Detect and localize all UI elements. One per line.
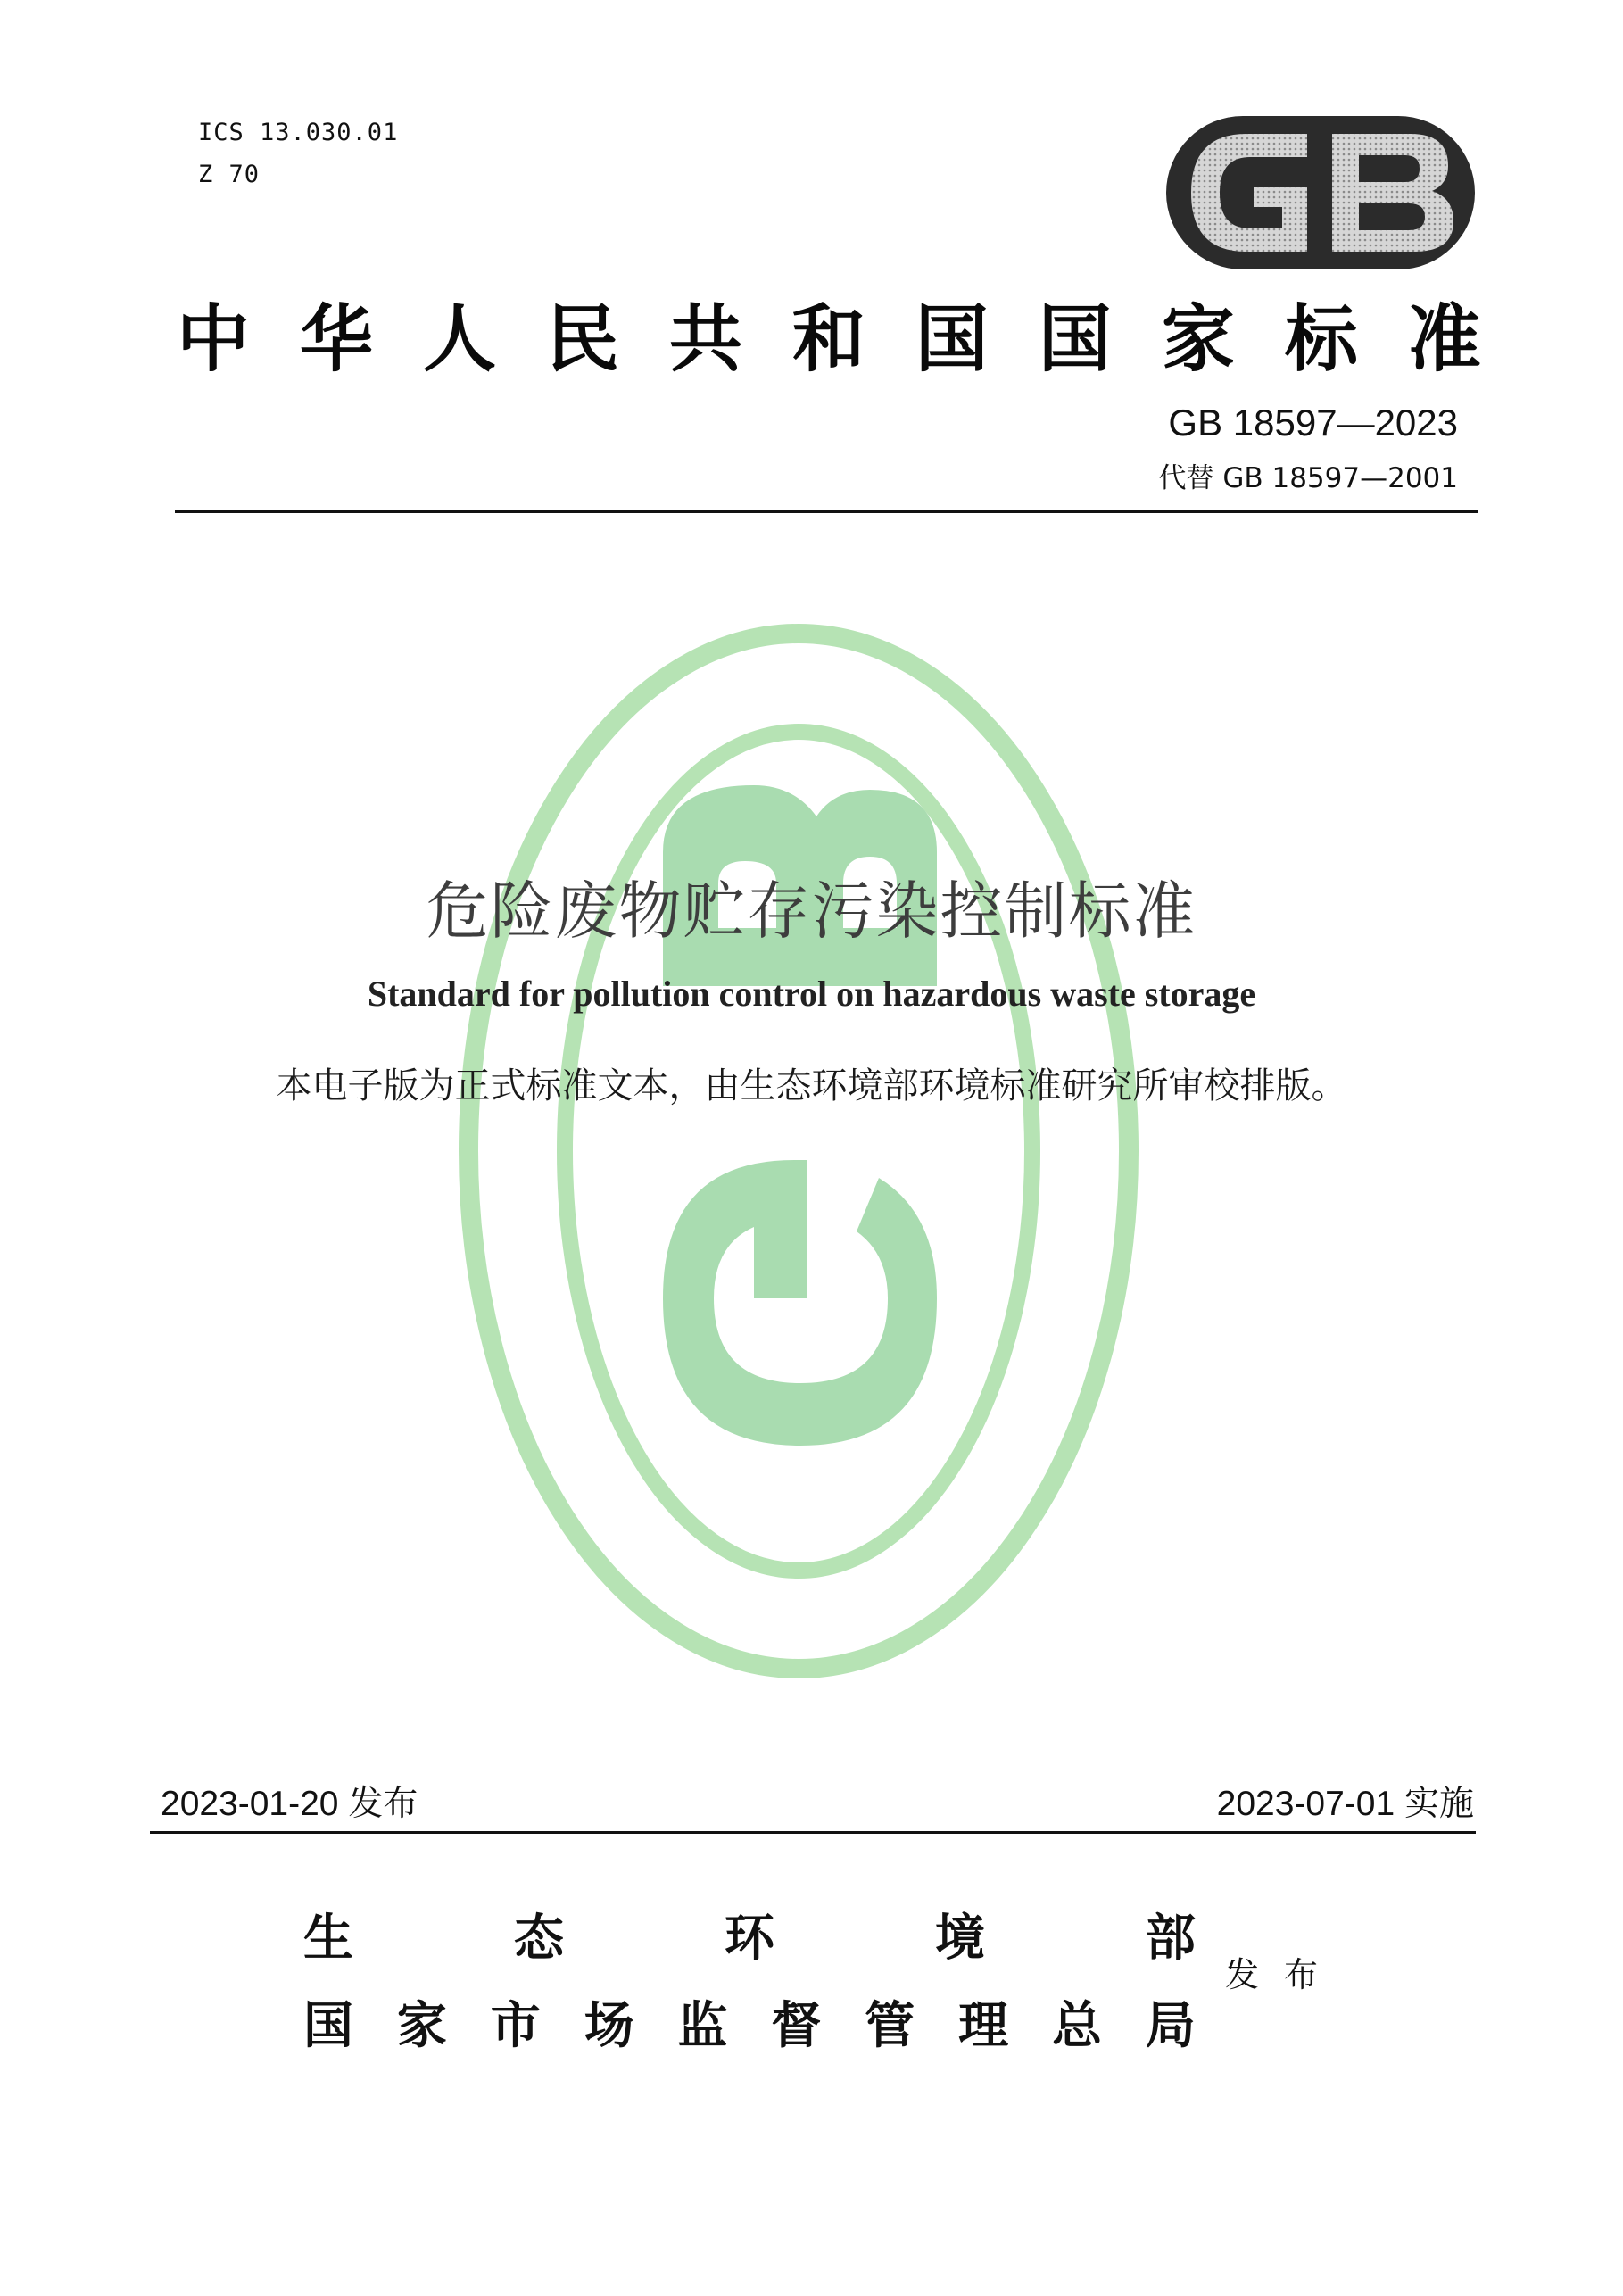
publisher-char: 部 bbox=[1146, 1909, 1196, 1968]
publisher-mee bbox=[303, 1899, 1196, 1970]
publisher-char: 督 bbox=[771, 1996, 822, 2055]
english-title: Standard for pollution control on hazardous waste storage bbox=[367, 974, 1256, 1014]
title-char: 家 bbox=[1161, 295, 1235, 382]
title-char: 共 bbox=[668, 295, 742, 382]
publisher-char: 总 bbox=[1052, 1996, 1102, 2055]
ccs-code: Z 70 bbox=[198, 161, 261, 188]
publisher-char: 环 bbox=[725, 1909, 774, 1968]
publisher-char: 家 bbox=[396, 1996, 447, 2055]
title-char: 标 bbox=[1284, 295, 1358, 382]
gb-logo bbox=[1164, 114, 1477, 271]
national-standard-title bbox=[177, 284, 1481, 382]
issue-date bbox=[161, 1776, 418, 1826]
gb-watermark bbox=[451, 616, 1147, 1687]
publisher-char: 态 bbox=[514, 1909, 564, 1968]
title-char: 国 bbox=[1038, 295, 1112, 382]
chinese-title: 危险废物贮存污染控制标准 bbox=[426, 874, 1197, 948]
title-char: 中 bbox=[177, 295, 251, 382]
publisher-char: 管 bbox=[865, 1996, 915, 2055]
publisher-char: 局 bbox=[1145, 1996, 1196, 2055]
publisher-char: 市 bbox=[490, 1996, 541, 2055]
title-char: 民 bbox=[545, 295, 619, 382]
publisher-char: 监 bbox=[677, 1996, 728, 2055]
header-divider bbox=[175, 510, 1478, 513]
standard-number: GB 18597—2023 bbox=[1168, 402, 1458, 443]
title-char: 准 bbox=[1407, 295, 1481, 382]
title-char: 华 bbox=[299, 295, 373, 382]
publishers-block bbox=[303, 1899, 1196, 2058]
publisher-char: 场 bbox=[584, 1996, 634, 2055]
title-char: 和 bbox=[791, 295, 865, 382]
implement-date bbox=[1217, 1776, 1474, 1826]
title-char: 国 bbox=[915, 295, 989, 382]
edition-notice: 本电子版为正式标准文本，由生态环境部环境标准研究所审校排版。 bbox=[276, 1065, 1347, 1107]
publish-label: 发布 bbox=[1225, 1955, 1344, 1994]
issue-date-label: 发布 bbox=[348, 1784, 418, 1824]
replaces-standard: 代替 GB 18597—2001 bbox=[1158, 462, 1458, 494]
implement-date-label: 实施 bbox=[1404, 1784, 1474, 1824]
publisher-char: 国 bbox=[303, 1996, 353, 2055]
ics-code: ICS 13.030.01 bbox=[198, 119, 399, 146]
implement-date-value: 2023-07-01 bbox=[1216, 1785, 1395, 1823]
publisher-char: 境 bbox=[935, 1909, 985, 1968]
publisher-char: 生 bbox=[303, 1909, 353, 1968]
footer-divider bbox=[150, 1831, 1476, 1834]
issue-date-value: 2023-01-20 bbox=[161, 1785, 339, 1823]
publisher-char: 理 bbox=[958, 1996, 1009, 2055]
title-char: 人 bbox=[422, 295, 496, 382]
publisher-samr bbox=[303, 1986, 1196, 2058]
